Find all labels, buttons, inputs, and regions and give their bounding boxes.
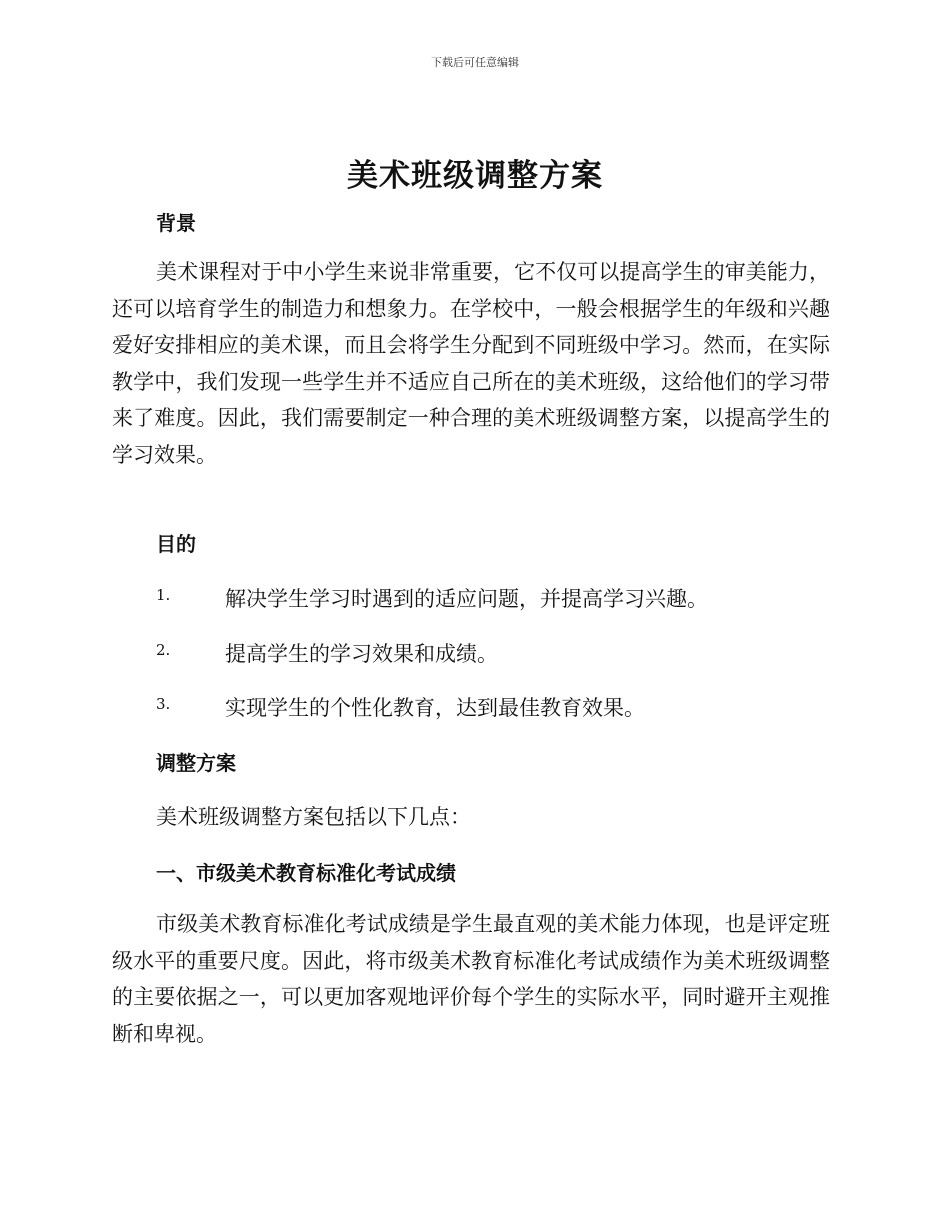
plan-paragraph: 市级美术教育标准化考试成绩是学生最直观的美术能力体现，也是评定班级水平的重要尺度。因此，将市级美术教育标准化考试成绩作为美术班级调整的主要依据之一，可以更加客观地评价每个学生的实际水平，同时避开主观推断和卑视。 <box>112 912 830 1046</box>
section-heading-plan: 调整方案 <box>156 751 236 775</box>
plan-subheading: 一、市级美术教育标准化考试成绩 <box>156 861 456 885</box>
page-header: 下载后可任意编辑 <box>431 56 519 69</box>
list-text: 提高学生的学习效果和成绩。 <box>225 642 498 666</box>
background-paragraph: 美术课程对于中小学生来说非常重要，它不仅可以提高学生的审美能力，还可以培育学生的制造力和想象力。在学校中，一般会根据学生的年级和兴趣爱好安排相应的美术课，而且会将学生分配到不同班级中学习。然而，在实际教学中，我们发现一些学生并不适应自己所在的美术班级，这给他们的学习带来了难度。因此，我们需要制定一种合理的美术班级调整方案，以提高学生的学习效果。 <box>112 260 830 467</box>
list-text: 解决学生学习时遇到的适应问题，并提高学习兴趣。 <box>225 587 708 611</box>
list-number: 1. <box>156 586 171 604</box>
plan-intro: 美术班级调整方案包括以下几点： <box>156 805 471 829</box>
document-title: 美术班级调整方案 <box>347 158 603 194</box>
section-heading-background: 背景 <box>156 211 196 235</box>
list-number: 3. <box>156 695 171 713</box>
section-heading-goals: 目的 <box>156 532 196 556</box>
list-text: 实现学生的个性化教育，达到最佳教育效果。 <box>225 696 645 720</box>
list-number: 2. <box>156 641 171 659</box>
